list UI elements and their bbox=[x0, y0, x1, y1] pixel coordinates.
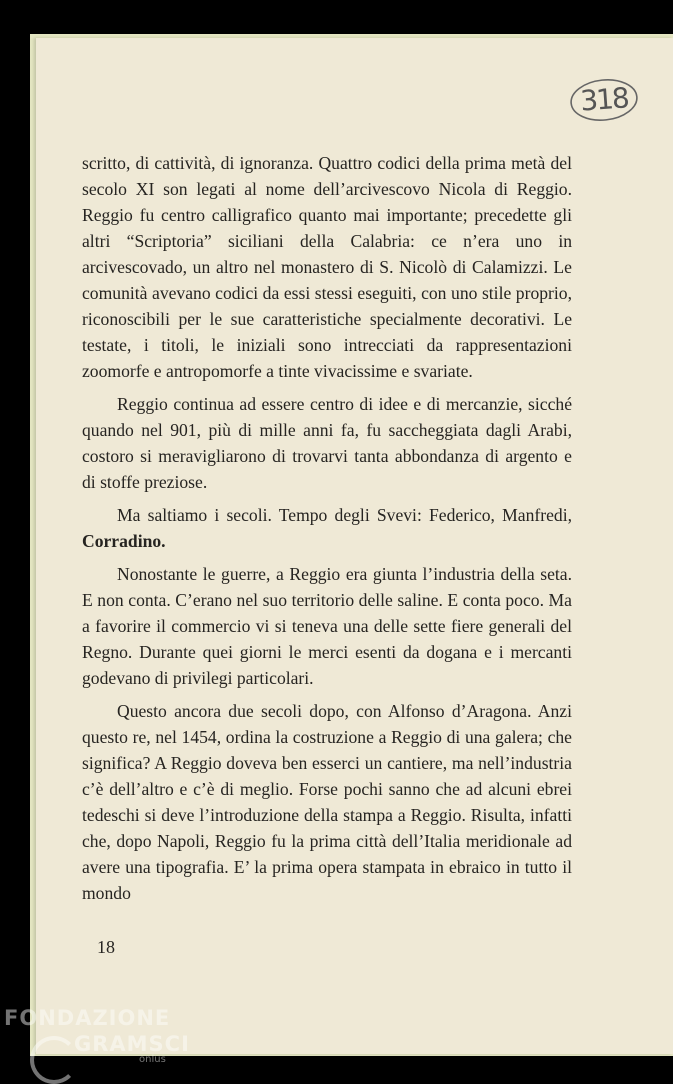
page-number: 18 bbox=[97, 937, 115, 957]
paragraph-3-emphasis: Corradino. bbox=[82, 531, 166, 551]
foundation-watermark bbox=[4, 1006, 190, 1080]
paragraph-3-text: Ma saltiamo i secoli. Tempo degli Svevi: Federico, Manfredi, bbox=[117, 505, 572, 525]
watermark-line-1: FONDAZIONE bbox=[4, 1006, 171, 1030]
archive-number-stamp bbox=[568, 76, 640, 124]
watermark-logo-icon bbox=[30, 1036, 78, 1084]
paragraph-1: scritto, di cattività, di ignoranza. Quattro codici della prima metà del secolo XI son legati al nome dell’arcivescovo Nicola di Reggio. Reggio fu centro calligrafico quanto mai importante; precedette gli altri “Scriptoria” siciliani della Calabria: ce n’era uno in arcivescovado, un altro nel monastero di S. Nicolò di Calamizzi. Le comunità avevano codici da essi stessi eseguiti, con uno stile proprio, riconoscibili per le sue caratteristiche specialmente decorativi. Le testate, i titoli, le iniziali sono intrecciati da rappresentazioni zoomorfe e antropomorfe a tinte vivacissime e svariate. bbox=[82, 153, 572, 381]
paragraph-2: Reggio continua ad essere centro di idee e di mercanzie, sicché quando nel 901, più di mille anni fa, fu saccheggiata dagli Arabi, costoro si meravigliarono di trovarvi tanta abbondanza di argento e di stoffe preziose. bbox=[82, 394, 572, 492]
paragraph-5: Questo ancora due secoli dopo, con Alfonso d’Aragona. Anzi questo re, nel 1454, ordina la costruzione a Reggio di una galera; che significa? A Reggio doveva ben esserci un cantiere, ma nell’industria c’è dell’altro e c’è di meglio. Forse pochi sanno che ad alcuni ebrei tedeschi si deve l’introduzione della stampa a Reggio. Risulta, infatti che, dopo Napoli, Reggio fu la prima città dell’Italia meridionale ad avere una tipografia. E’ la prima opera stampata in ebraico in tutto il mondo bbox=[82, 701, 572, 903]
archive-number: 318 bbox=[579, 81, 629, 118]
page-body bbox=[82, 150, 572, 906]
paragraph-4: Nonostante le guerre, a Reggio era giunta l’industria della seta. E non conta. C’erano nel suo territorio delle saline. E conta poco. Ma a favorire il commercio vi si teneva una delle sette fiere generali del Regno. Durante quei giorni le merci esenti da dogana e i mercanti godevano di privilegi particolari. bbox=[82, 564, 572, 688]
watermark-line-2: GRAMSCI bbox=[74, 1032, 190, 1056]
watermark-line-3: onlus bbox=[139, 1054, 166, 1065]
paragraph-3 bbox=[82, 502, 572, 554]
